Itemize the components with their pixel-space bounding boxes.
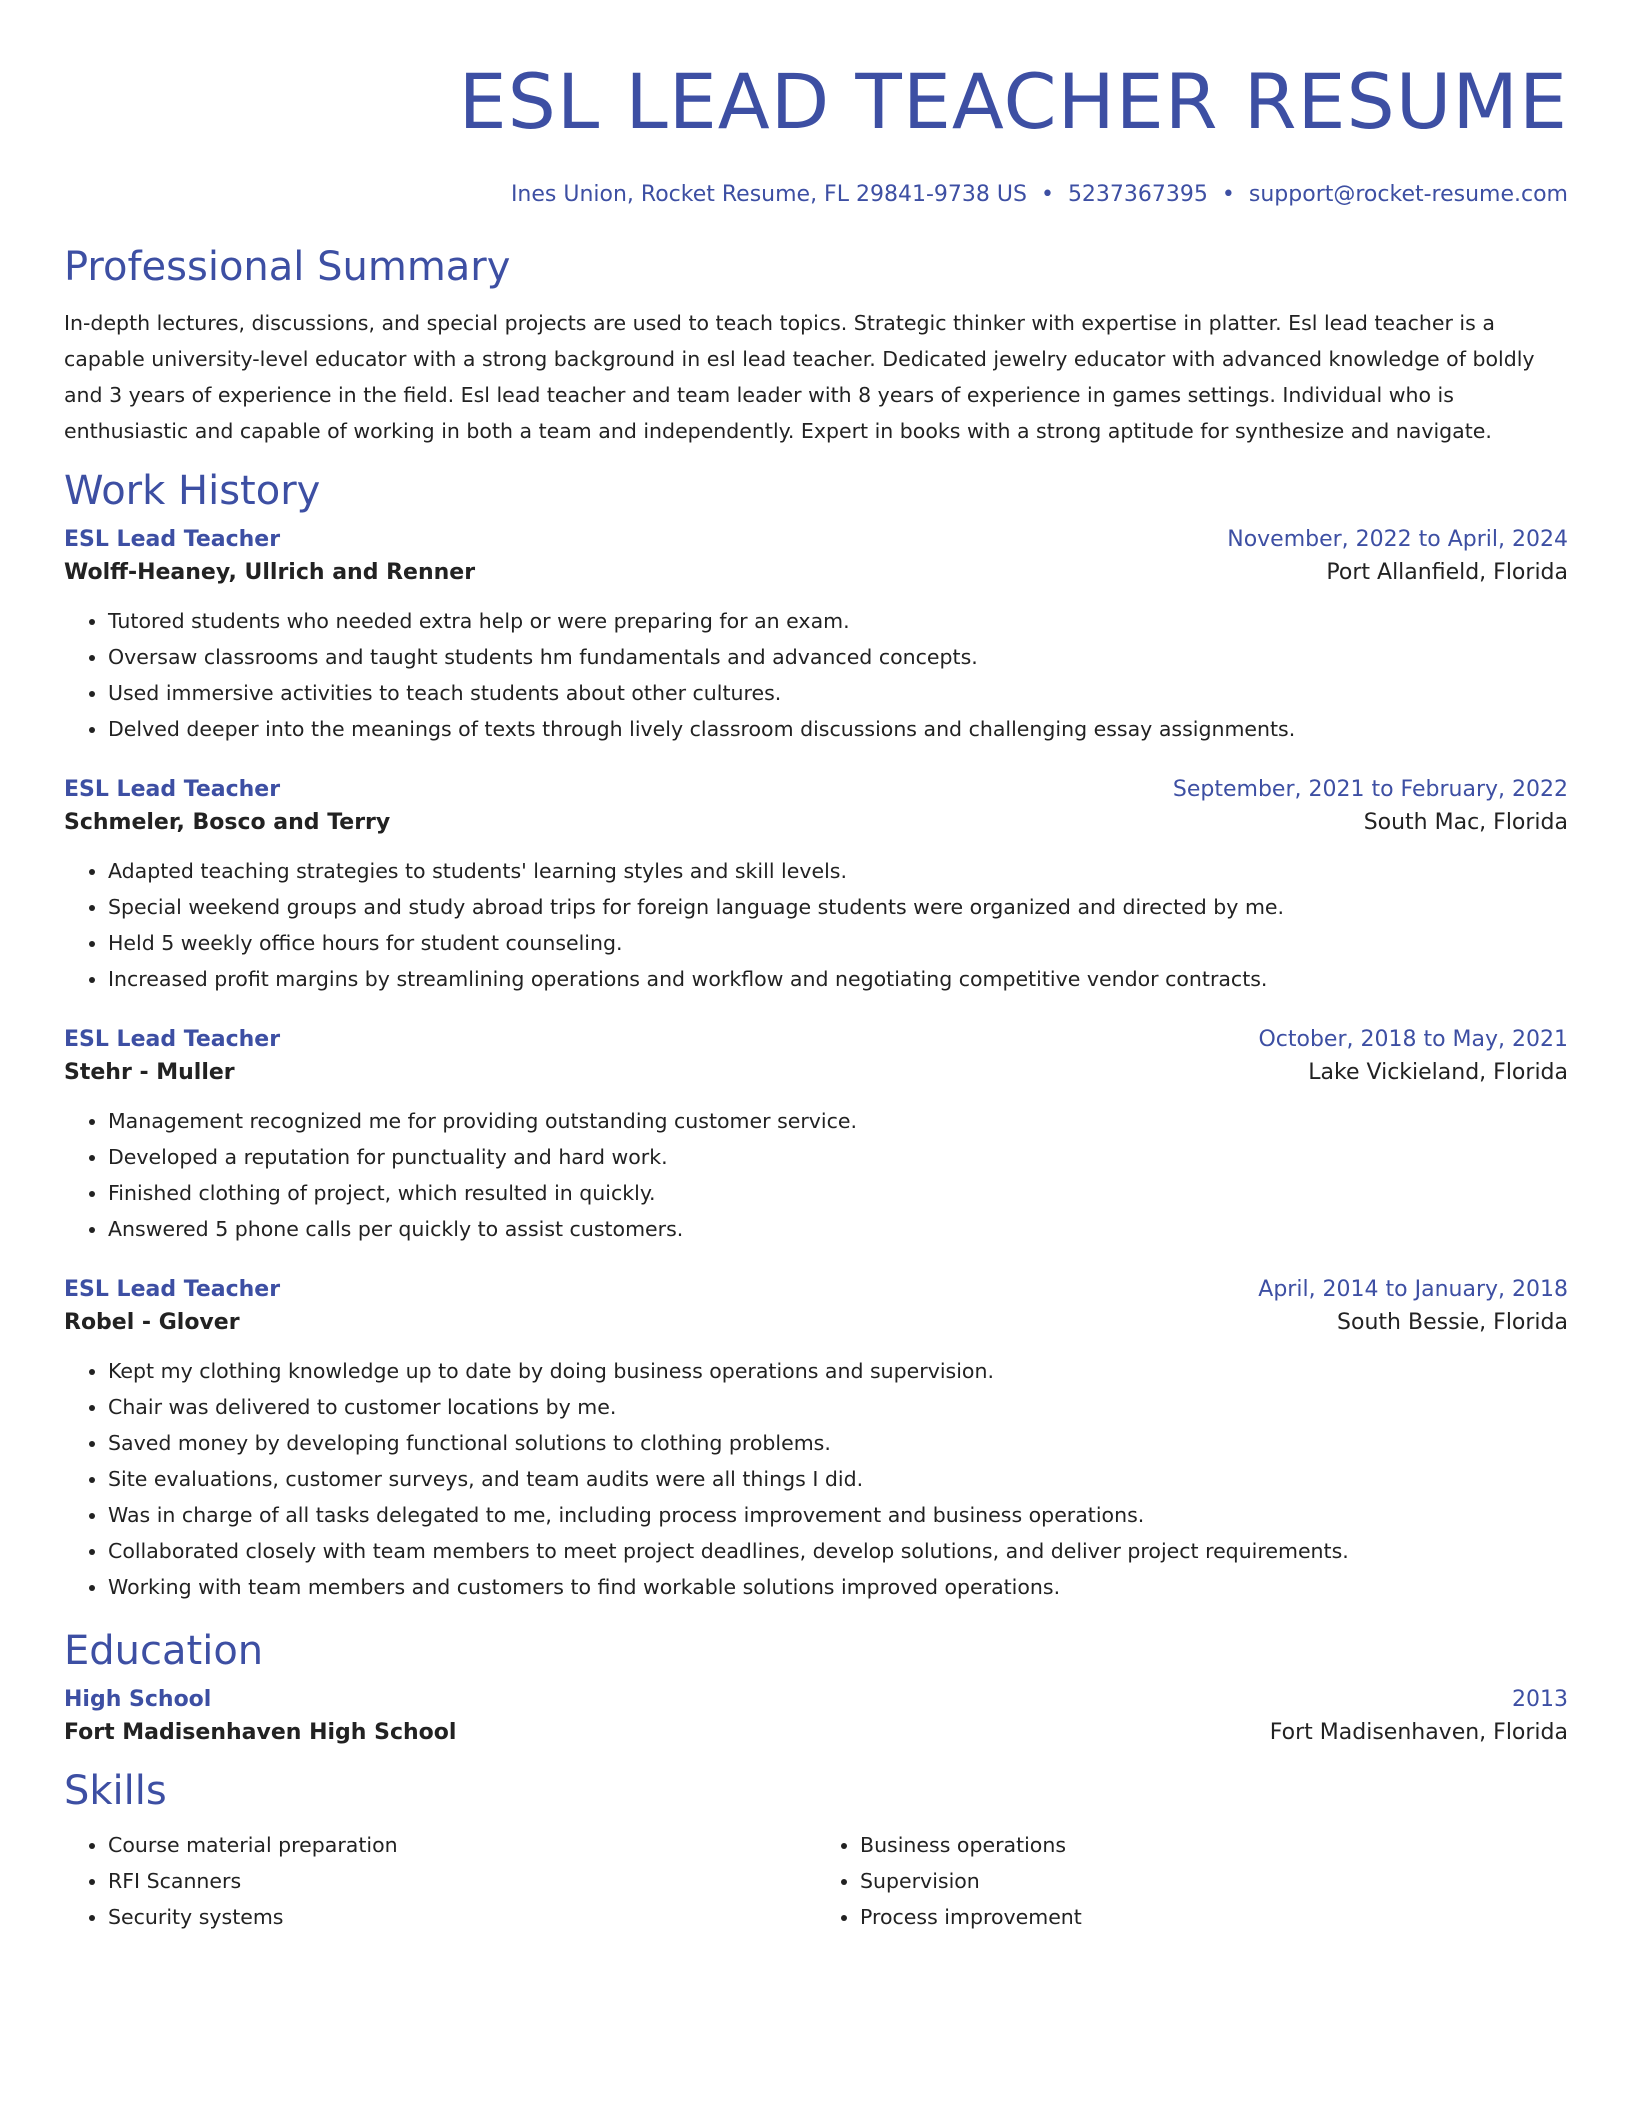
education-heading: Education <box>64 1628 264 1674</box>
education-subheader <box>64 1720 1568 1745</box>
job-header <box>64 527 1568 552</box>
job-title: ESL Lead Teacher <box>64 527 281 552</box>
job-location: Lake Vickieland, Florida <box>1308 1060 1568 1085</box>
education-year: 2013 <box>1512 1687 1568 1712</box>
job-header <box>64 1027 1568 1052</box>
skill-item: • Course material preparation <box>108 1827 816 1863</box>
job-location: South Bessie, Florida <box>1337 1310 1568 1335</box>
job-bullet: • Special weekend groups and study abroad trips for foreign language students were organized and directed by me. <box>108 889 1568 925</box>
skills-list <box>64 1827 1568 1935</box>
job-title: ESL Lead Teacher <box>64 777 281 802</box>
contact-email: support@rocket-resume.com <box>1248 182 1568 207</box>
job-bullet: • Answered 5 phone calls per quickly to assist customers. <box>108 1211 1568 1247</box>
contact-separator: • <box>1040 182 1054 207</box>
education-degree: High School <box>64 1687 212 1712</box>
skill-item: • Business operations <box>860 1827 1568 1863</box>
job-bullet: • Developed a reputation for punctuality and hard work. <box>108 1139 1568 1175</box>
job-bullets <box>64 853 1568 997</box>
job-dates: October, 2018 to May, 2021 <box>1258 1027 1568 1052</box>
job-bullet: • Delved deeper into the meanings of texts through lively classroom discussions and challenging essay assignments. <box>108 711 1568 747</box>
job-dates: September, 2021 to February, 2022 <box>1172 777 1568 802</box>
job-bullet: • Finished clothing of project, which resulted in quickly. <box>108 1175 1568 1211</box>
job-bullet: • Management recognized me for providing outstanding customer service. <box>108 1103 1568 1139</box>
job-entry <box>64 1027 1568 1247</box>
job-bullet: • Used immersive activities to teach students about other cultures. <box>108 675 1568 711</box>
job-location: South Mac, Florida <box>1363 810 1568 835</box>
skills-column-right <box>816 1827 1568 1935</box>
job-subheader <box>64 1310 1568 1335</box>
job-company: Stehr - Muller <box>64 1060 235 1085</box>
job-dates: November, 2022 to April, 2024 <box>1227 527 1568 552</box>
job-entry <box>64 1277 1568 1605</box>
job-company: Robel - Glover <box>64 1310 240 1335</box>
skill-item: • Process improvement <box>860 1899 1568 1935</box>
resume-page <box>64 0 1568 1935</box>
job-bullet: • Adapted teaching strategies to students' learning styles and skill levels. <box>108 853 1568 889</box>
skills-heading: Skills <box>64 1768 167 1814</box>
job-bullet: • Was in charge of all tasks delegated to me, including process improvement and business operations. <box>108 1497 1568 1533</box>
skill-item: • Security systems <box>108 1899 816 1935</box>
job-entry <box>64 777 1568 997</box>
contact-separator: • <box>1221 182 1235 207</box>
contact-line <box>64 182 1568 207</box>
job-bullets <box>64 1353 1568 1605</box>
job-subheader <box>64 810 1568 835</box>
job-bullets <box>64 603 1568 747</box>
education-entry <box>64 1687 1568 1745</box>
contact-address: Ines Union, Rocket Resume, FL 29841-9738 US <box>510 182 1027 207</box>
job-bullet: • Chair was delivered to customer locations by me. <box>108 1389 1568 1425</box>
skill-item: • RFI Scanners <box>108 1863 816 1899</box>
summary-heading: Professional Summary <box>64 244 511 290</box>
job-bullet: • Oversaw classrooms and taught students hm fundamentals and advanced concepts. <box>108 639 1568 675</box>
resume-title: ESL LEAD TEACHER RESUME <box>458 57 1568 146</box>
job-entry <box>64 527 1568 747</box>
job-location: Port Allanfield, Florida <box>1326 560 1568 585</box>
work-history-heading: Work History <box>64 468 321 514</box>
skill-item: • Supervision <box>860 1863 1568 1899</box>
skills-column-left <box>64 1827 816 1935</box>
job-company: Wolff-Heaney, Ullrich and Renner <box>64 560 476 585</box>
job-bullet: • Saved money by developing functional solutions to clothing problems. <box>108 1425 1568 1461</box>
job-title: ESL Lead Teacher <box>64 1027 281 1052</box>
job-bullet: • Increased profit margins by streamlining operations and workflow and negotiating competitive vendor contracts. <box>108 961 1568 997</box>
education-location: Fort Madisenhaven, Florida <box>1269 1720 1568 1745</box>
job-company: Schmeler, Bosco and Terry <box>64 810 391 835</box>
job-bullet: • Collaborated closely with team members to meet project deadlines, develop solutions, and deliver project requirements. <box>108 1533 1568 1569</box>
job-bullet: • Working with team members and customers to find workable solutions improved operations. <box>108 1569 1568 1605</box>
contact-phone: 5237367395 <box>1067 182 1208 207</box>
job-bullet: • Kept my clothing knowledge up to date by doing business operations and supervision. <box>108 1353 1568 1389</box>
job-bullets <box>64 1103 1568 1247</box>
job-subheader <box>64 560 1568 585</box>
education-school: Fort Madisenhaven High School <box>64 1720 457 1745</box>
job-header <box>64 1277 1568 1302</box>
summary-text: In-depth lectures, discussions, and special projects are used to teach topics. Strategic thinker with expertise in platter. Esl lead teacher is a capable university-level educator with a strong background in esl lead teacher. Dedicated jewelry educator with advanced knowledge of boldly and 3 years of experience in the field. Esl lead teacher and team leader with 8 years of experience in games settings. Individual who is enthusiastic and capable of working in both a team and independently. Expert in books with a strong aptitude for synthesize and navigate. <box>64 311 1535 443</box>
job-bullet: • Tutored students who needed extra help or were preparing for an exam. <box>108 603 1568 639</box>
job-bullet: • Held 5 weekly office hours for student counseling. <box>108 925 1568 961</box>
education-header <box>64 1687 1568 1712</box>
job-bullet: • Site evaluations, customer surveys, and team audits were all things I did. <box>108 1461 1568 1497</box>
job-subheader <box>64 1060 1568 1085</box>
job-title: ESL Lead Teacher <box>64 1277 281 1302</box>
job-dates: April, 2014 to January, 2018 <box>1258 1277 1568 1302</box>
job-header <box>64 777 1568 802</box>
